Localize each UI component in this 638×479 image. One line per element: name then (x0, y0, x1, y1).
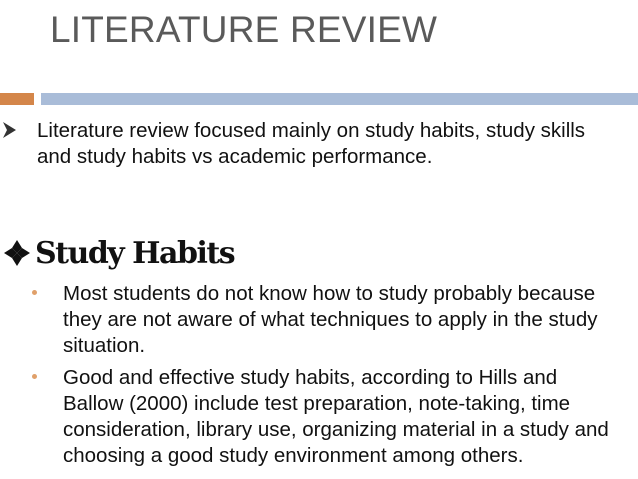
dot-bullet-icon (32, 290, 37, 295)
diamond-bullet-icon (3, 240, 31, 266)
sub-bullet-text: Most students do not know how to study probably because they are not aware of what techniques to apply in the study situation. (63, 282, 598, 357)
section-heading-row (0, 232, 600, 276)
title-underline-bar (41, 93, 638, 105)
section-heading: Study Habits (35, 236, 235, 271)
title-accent-bar (0, 93, 34, 105)
slide-title: LITERATURE REVIEW (50, 9, 438, 50)
dot-bullet-icon (32, 374, 37, 379)
bullet-text: Literature review focused mainly on study habits, study skills and study habits vs academic performance. (37, 119, 586, 168)
sub-bullet-text: Good and effective study habits, according to Hills and Ballow (2000) include test preparation, note-taking, time consideration, library use, organizing material in a study and choosing a good study environment among others. (63, 366, 609, 467)
arrow-bullet-icon (3, 122, 16, 138)
